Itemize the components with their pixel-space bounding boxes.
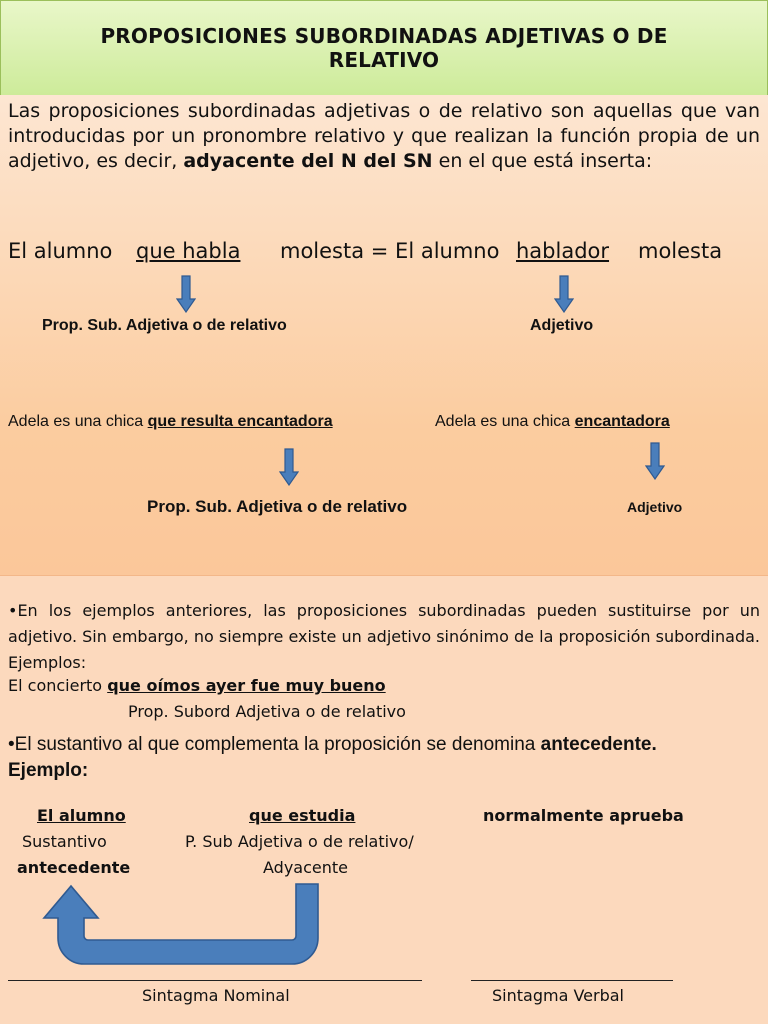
example-heading-label: Ejemplo: <box>8 760 89 781</box>
example1-part1: El alumno <box>8 239 113 263</box>
sn-underline <box>8 980 422 981</box>
down-arrow-icon <box>645 442 665 480</box>
intro-bold: adyacente del N del SN <box>183 150 433 172</box>
col1-head: El alumno <box>37 806 126 825</box>
example3-label: Prop. Subord Adjetiva o de relativo <box>128 702 406 721</box>
definition-panel <box>0 95 768 576</box>
col3-head: normalmente aprueba <box>483 806 684 825</box>
example1-adjective: hablador <box>516 239 610 263</box>
down-arrow-icon <box>554 275 574 313</box>
note1-paragraph: •En los ejemplos anteriores, las proposiciones subordinadas pueden sustituirse por un adjetivo. Sin embargo, no siempre existe un adjetivo sinónimo de la proposición subordinada. Ejemplos: <box>8 601 760 672</box>
col1-line3: antecedente <box>17 858 131 877</box>
down-arrow-icon <box>279 448 299 486</box>
col1-line2: Sustantivo <box>22 832 107 851</box>
col2-line2: P. Sub Adjetiva o de relativo/ <box>185 832 414 851</box>
example1-label-right: Adjetivo <box>530 317 594 334</box>
note2-text: •El sustantivo al que complementa la proposición se denomina <box>8 734 536 755</box>
example3-text: El concierto <box>8 676 103 695</box>
title-banner <box>0 0 768 96</box>
example3-line <box>8 676 386 695</box>
example-heading <box>8 758 760 784</box>
page-title: PROPOSICIONES SUBORDINADAS ADJETIVAS O DE RELATIVO <box>100 24 668 72</box>
sv-label: Sintagma Verbal <box>492 986 624 1005</box>
example1-part3: molesta <box>638 239 723 263</box>
note2-paragraph <box>8 732 760 758</box>
down-arrow-icon <box>176 275 196 313</box>
example2-left-bold: que resulta encantadora <box>147 413 333 430</box>
example2-right-bold: encantadora <box>574 413 670 430</box>
curved-arrow-icon <box>38 882 328 968</box>
sn-label: Sintagma Nominal <box>142 986 290 1005</box>
col2-line3: Adyacente <box>263 858 348 877</box>
example1-label-left: Prop. Sub. Adjetiva o de relativo <box>42 317 287 334</box>
example1-relative-clause: que habla <box>136 239 241 263</box>
example3-bold: que oímos ayer fue muy bueno <box>107 676 386 695</box>
intro-text-end: en el que está inserta: <box>438 150 653 172</box>
intro-text: Las proposiciones subordinadas adjetivas o de relativo son aquellas que van introducidas por un pronombre relativo y que realizan la función propia de un adjetivo, es decir, <box>8 100 760 172</box>
example1-part2: molesta = El alumno <box>280 239 500 263</box>
col2-head: que estudia <box>249 806 356 825</box>
sv-underline <box>471 980 673 981</box>
example2-left <box>8 413 333 431</box>
example2-right <box>435 413 670 431</box>
explanation-panel <box>0 576 768 1024</box>
intro-paragraph <box>8 99 760 174</box>
example2-left-text: Adela es una chica <box>8 413 144 430</box>
note2-bold: antecedente. <box>540 734 657 755</box>
example2-label-left: Prop. Sub. Adjetiva o de relativo <box>147 497 408 516</box>
example2-right-text: Adela es una chica <box>435 413 571 430</box>
example2-label-right: Adjetivo <box>627 499 683 515</box>
